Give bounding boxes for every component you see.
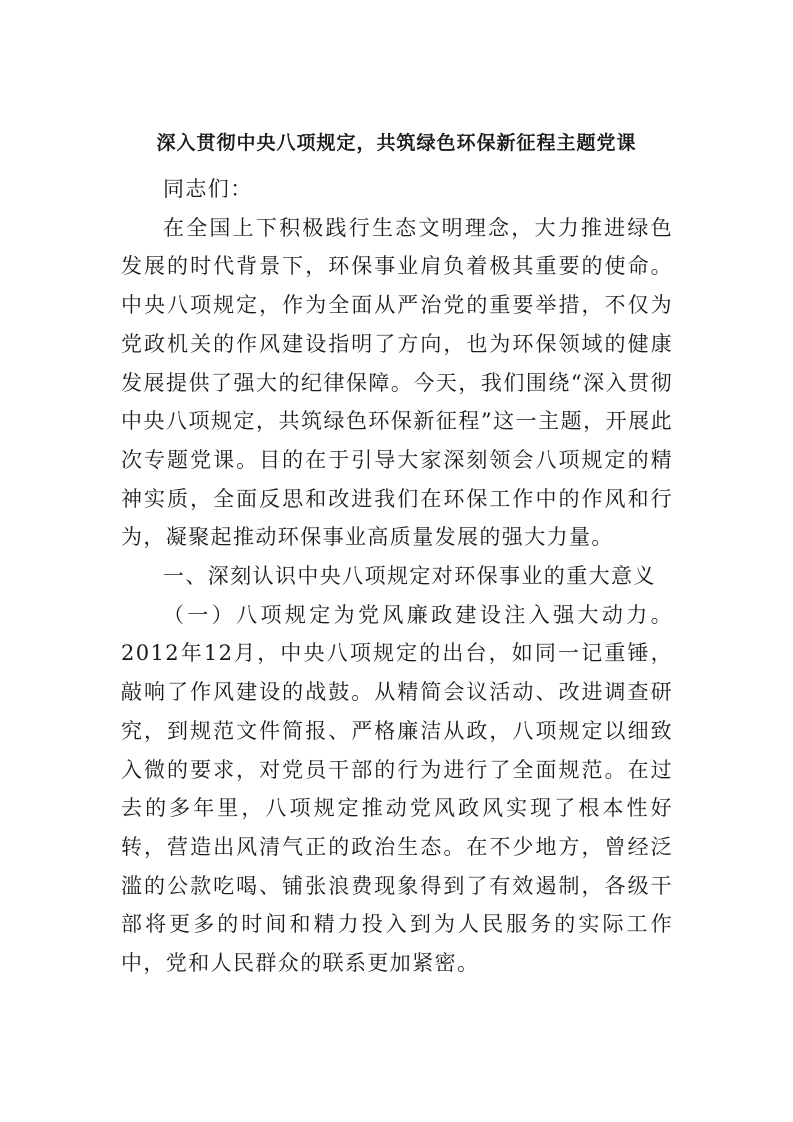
subsection-paragraph: （一）八项规定为党风廉政建设注入强大动力。2012年12月，中央八项规定的出台，如同一记重锤，敲响了作风建设的战鼓。从精简会议活动、改进调查研究，到规范文件简报、严格廉洁从政，八项规定以细致入微的要求，对党员干部的行为进行了全面规范。在过去的多年里，八项规定推动党风政风实现了根本性好转，营造出风清气正的政治生态。在不少地方，曾经泛滥的公款吃喝、铺张浪费现象得到了有效遏制，各级干部将更多的时间和精力投入到为人民服务的实际工作中，党和人民群众的联系更加紧密。: [121, 602, 673, 976]
section-heading: 一、深刻认识中央八项规定对环保事业的重大意义: [163, 564, 656, 589]
document-body: [121, 170, 673, 983]
intro-paragraph: 在全国上下积极践行生态文明理念，大力推进绿色发展的时代背景下，环保事业肩负着极其重要的使命。中央八项规定，作为全面从严治党的重要举措，不仅为党政机关的作风建设指明了方向，也为环保领域的健康发展提供了强大的纪律保障。今天，我们围绕“深入贯彻中央八项规定，共筑绿色环保新征程”这一主题，开展此次专题党课。目的在于引导大家深刻领会八项规定的精神实质，全面反思和改进我们在环保工作中的作风和行为，凝聚起推动环保事业高质量发展的强大力量。: [121, 215, 673, 550]
document-title: 深入贯彻中央八项规定，共筑绿色环保新征程主题党课: [156, 132, 637, 154]
salutation-paragraph: 同志们：: [163, 177, 253, 201]
